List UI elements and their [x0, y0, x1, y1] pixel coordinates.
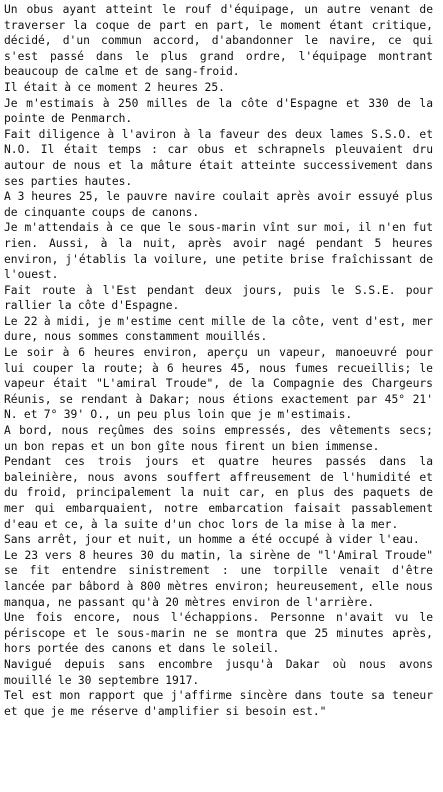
paragraph-sous-marin-voilure: Je m'attendais à ce que le sous-marin vînt sur moi, il n'en fut rien. Aussi, à la nuit, après avoir nagé pendant 5 heures environ, j'établis la voilure, une petite brise fraîchissant de l'ouest. [4, 221, 433, 282]
paragraph-vider-eau: Sans arrêt, jour et nuit, un homme a été occupé à vider l'eau. [4, 533, 420, 547]
paragraph-obus-rouf: Un obus ayant atteint le rouf d'équipage, un autre venant de traverser la coque de part en part, le moment étant critique, décidé, d'un commun accord, d'abandonner le navire, ce qui s'est passé dans le plus grand ordre, l'équipage montrant beaucoup de calme et de sang-froid. [4, 3, 433, 79]
paragraph-recueillis-vapeur: Le soir à 6 heures environ, aperçu un vapeur, manoeuvré pour lui couper la route; à 6 heures 45, nous fumes recueillis; le vapeur était "L'amiral Troude", de la Compagnie des Chargeurs Réunis, se rendant à Dakar; nous étions exactement par 45° 21' N. et 7° 39' O., un peu plus loin que je m'estimais. [4, 346, 433, 422]
paragraph-22-midi: Le 22 à midi, je m'estime cent mille de la côte, vent d'est, mer dure, nous sommes constamment mouillés. [4, 314, 433, 344]
paragraph-dakar: Navigué depuis sans encombre jusqu'à Dakar où nous avons mouillé le 30 septembre 1917. [4, 657, 433, 687]
paragraph-diligence-aviron: Fait diligence à l'aviron à la faveur des deux lames S.S.O. et N.O. Il était temps : car obus et schrapnels pleuvaient dru autour de nous et la mâture était atteinte successivement dans ses parties hautes. [4, 127, 433, 188]
paragraph-baleiniere: Pendant ces trois jours et quatre heures passés dans la baleinière, nous avons souffert affreusement de l'humidité et du froid, principalement la nuit car, en plus des paquets de mer qui embarquaient, notre embarcation faisait passablement d'eau et ce, à la suite d'un choc lors de la mise à la mer. [4, 455, 433, 531]
paragraph-a-bord: A bord, nous reçûmes des soins empressés, des vêtements secs; un bon repas et un bon gîte nous firent un bien immense. [4, 424, 433, 453]
paragraph-echappions: Une fois encore, nous l'échappions. Personne n'avait vu le périscope et le sous-marin ne se montra que 25 minutes après, hors portée des canons et dans le soleil. [4, 611, 433, 656]
paragraph-estimation-position: Je m'estimais à 250 milles de la côte d'Espagne et 330 de la pointe de Penmarch. [4, 96, 433, 126]
paragraph-heure-225: Il était à ce moment 2 heures 25. [4, 80, 225, 94]
paragraph-rapport-final: Tel est mon rapport que j'affirme sincère dans toute sa teneur et que je me réserve d'amplifier si besoin est." [4, 689, 433, 718]
paragraph-torpille: Le 23 vers 8 heures 30 du matin, la sirène de "l'Amiral Troude" se fit entendre sinistrement : une torpille venait d'être lancée par bâbord à 800 mètres environ; heureusement, elle nous manqua, ne passant qu'à 20 mètres environ de l'arrière. [4, 548, 433, 609]
paragraph-route-est: Fait route à l'Est pendant deux jours, puis le S.S.E. pour rallier la côte d'Espagne. [4, 283, 433, 313]
paragraph-navire-coulait: A 3 heures 25, le pauvre navire coulait après avoir essuyé plus de cinquante coups de canons. [4, 190, 433, 219]
